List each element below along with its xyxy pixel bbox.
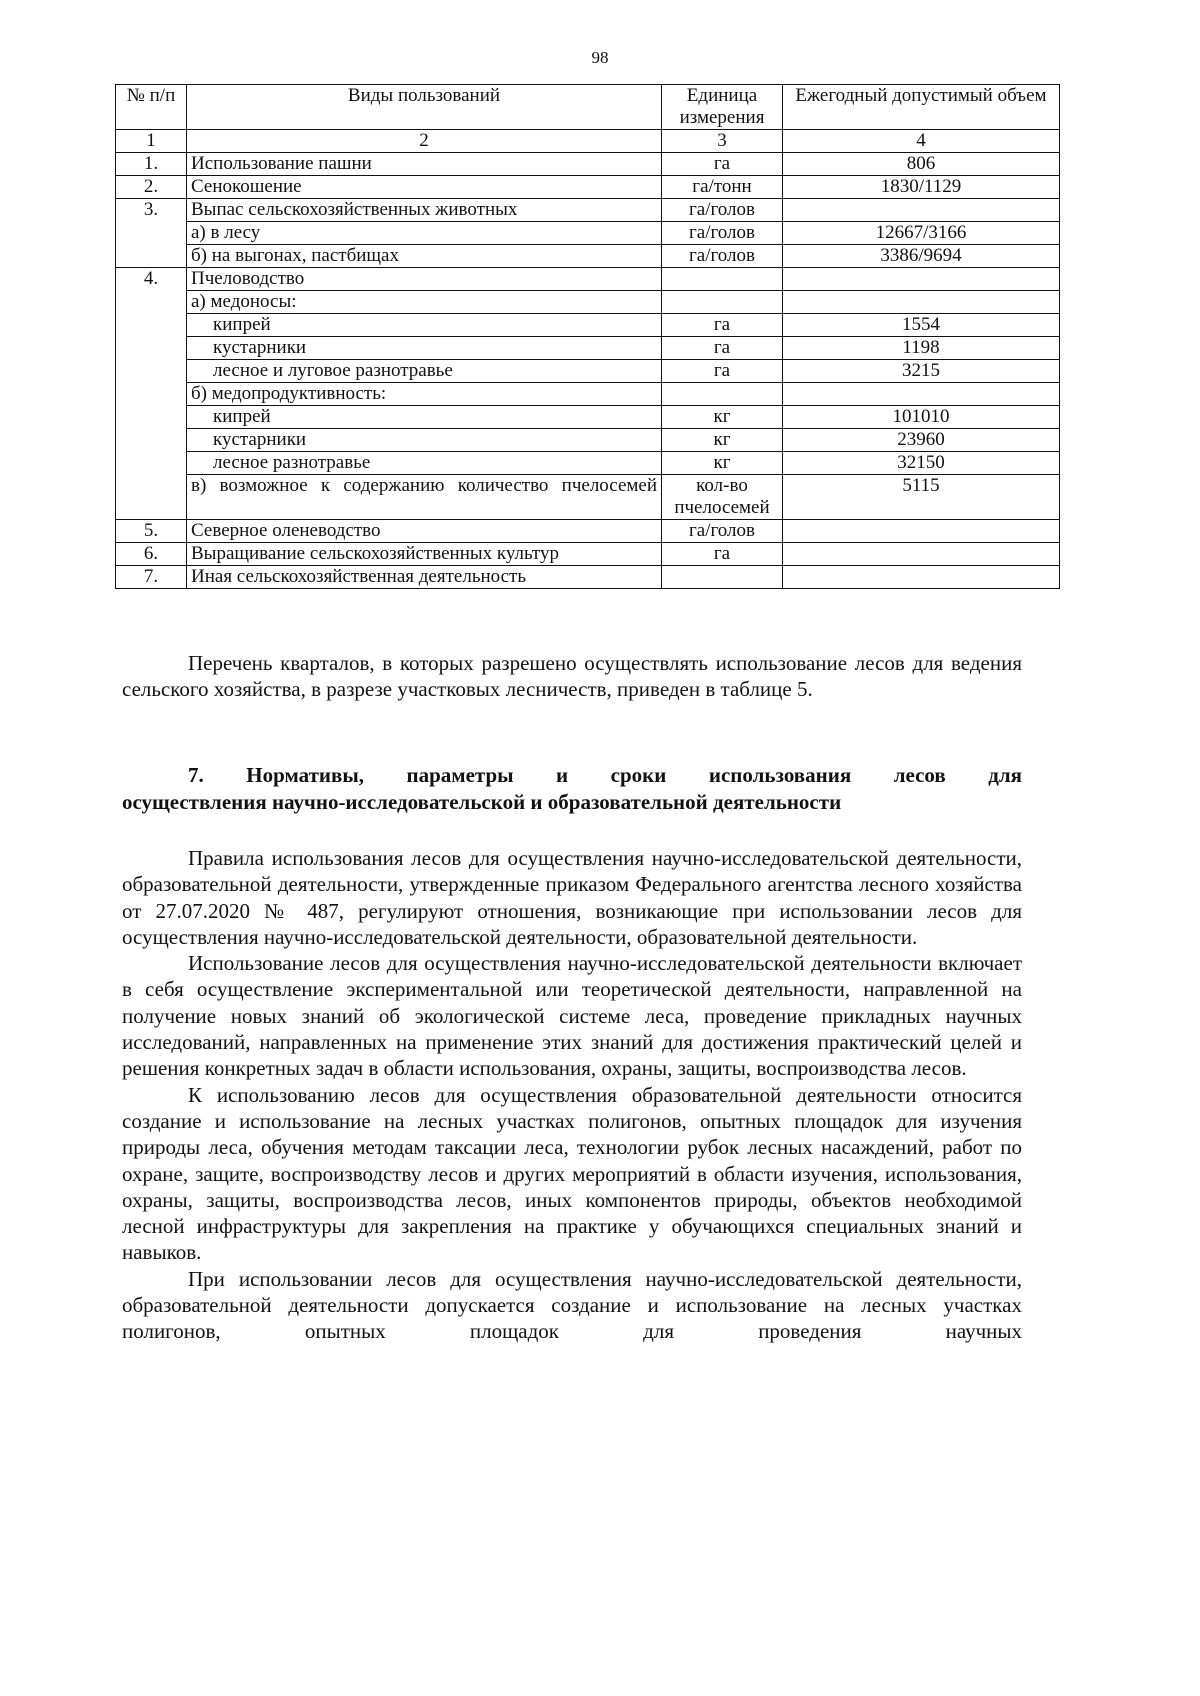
paragraph-text: Перечень кварталов, в которых разрешено осуществлять использование лесов для ведения сельского хозяйства, в разрезе участковых лесничеств, приведен в таблице 5. [122,651,1022,702]
annual-volume: 23960 [783,429,1060,452]
annual-volume [783,566,1060,589]
annual-volume [783,383,1060,406]
table-row [116,566,1060,589]
table-row [116,291,1060,314]
row-number: 3. [116,199,187,268]
use-type: а) в лесу [187,222,662,245]
header-use-type: Виды пользований [187,85,662,130]
unit: га/голов [662,222,783,245]
column-number: 4 [783,130,1060,153]
table-row [116,176,1060,199]
table-row [116,245,1060,268]
annual-volume [783,520,1060,543]
unit: кг [662,452,783,475]
table-row [116,452,1060,475]
table-header-row [116,85,1060,130]
table-row [116,222,1060,245]
unit: га/тонн [662,176,783,199]
annual-volume: 32150 [783,452,1060,475]
use-type: кустарники [187,337,662,360]
column-number-row [116,130,1060,153]
annual-volume: 806 [783,153,1060,176]
use-type: Выращивание сельскохозяйственных культур [187,543,662,566]
unit: га [662,543,783,566]
annual-volume [783,199,1060,222]
section-heading [122,762,1022,816]
annual-volume [783,543,1060,566]
section-body [122,845,1022,1345]
section-heading-line-2: осуществления научно-исследовательской и образовательной деятельности [122,790,842,814]
annual-volume: 3386/9694 [783,245,1060,268]
unit: га/голов [662,199,783,222]
use-type: б) медопродуктивность: [187,383,662,406]
paragraph: При использовании лесов для осуществления научно-исследовательской деятельности, образовательной деятельности допускается создание и использование на лесных участках полигонов, опытных площадок для проведения научных [122,1266,1022,1344]
annual-volume: 1554 [783,314,1060,337]
use-type: Выпас сельскохозяйственных животных [187,199,662,222]
unit: га [662,337,783,360]
row-number: 6. [116,543,187,566]
unit: га [662,153,783,176]
use-type: лесное разнотравье [187,452,662,475]
unit: га/голов [662,245,783,268]
unit [662,566,783,589]
annual-volume [783,268,1060,291]
use-type: а) медоносы: [187,291,662,314]
table-row [116,475,1060,520]
unit: га/голов [662,520,783,543]
annual-volume: 1198 [783,337,1060,360]
table-row [116,153,1060,176]
use-type: кустарники [187,429,662,452]
row-number: 4. [116,268,187,520]
annual-volume: 101010 [783,406,1060,429]
use-type: кипрей [187,314,662,337]
column-number: 3 [662,130,783,153]
header-unit: Единица измерения [662,85,783,130]
section-heading-line-1: 7. Нормативы, параметры и сроки использования лесов для [188,763,1022,787]
unit: га [662,360,783,383]
use-type: Использование пашни [187,153,662,176]
use-type: б) на выгонах, пастбищах [187,245,662,268]
annual-volume [783,291,1060,314]
unit [662,291,783,314]
paragraph: Использование лесов для осуществления научно-исследовательской деятельности включает в себя осуществление экспериментальной или теоретической деятельности, направленной на получение новых знаний об экологической системе леса, проведение прикладных научных исследований, направленных на применение этих знаний для достижения практический целей и решения конкретных задач в области использования, охраны, защиты, воспроизводства лесов. [122,951,1022,1081]
table-row [116,268,1060,291]
table-row [116,520,1060,543]
column-number: 2 [187,130,662,153]
header-annual-volume: Ежегодный допустимый объем [783,85,1060,130]
column-number: 1 [116,130,187,153]
row-number: 1. [116,153,187,176]
unit [662,383,783,406]
table-row [116,543,1060,566]
unit [662,268,783,291]
paragraph: К использованию лесов для осуществления образовательной деятельности относится создание и использование на лесных участках полигонов, опытных площадок для изучения природы леса, обучения методам таксации леса, технологии рубок лесных насаждений, работ по охране, защите, воспроизводству лесов и других мероприятий в области изучения, использования, охраны, защиты, воспроизводства лесов, иных компонентов природы, объектов необходимой лесной инфраструктуры для закрепления на практике у обучающихся специальных знаний и навыков. [122,1082,1022,1265]
annual-volume: 12667/3166 [783,222,1060,245]
use-type: лесное и луговое разнотравье [187,360,662,383]
table-row [116,199,1060,222]
header-number: № п/п [116,85,187,130]
annual-volume: 1830/1129 [783,176,1060,199]
use-type: Пчеловодство [187,268,662,291]
unit: кг [662,429,783,452]
table-row [116,337,1060,360]
intro-paragraph [122,650,1022,703]
use-type: кипрей [187,406,662,429]
table-row [116,360,1060,383]
page-number: 98 [591,48,609,67]
use-type: Сенокошение [187,176,662,199]
unit: га [662,314,783,337]
table-row [116,406,1060,429]
unit: кг [662,406,783,429]
annual-volume: 5115 [783,475,1060,520]
table-row [116,314,1060,337]
use-type: в) возможное к содержанию количество пчелосемей [187,475,662,520]
use-type: Северное оленеводство [187,520,662,543]
paragraph: Правила использования лесов для осуществления научно-исследовательской деятельности, образовательной деятельности, утвержденные приказом Федерального агентства лесного хозяйства от 27.07.2020 № 487, регулируют отношения, возникающие при использовании лесов для осуществления научно-исследовательской деятельности, образовательной деятельности. [122,846,1022,949]
table-row [116,383,1060,406]
unit: кол-во пчелосемей [662,475,783,520]
use-type: Иная сельскохозяйственная деятельность [187,566,662,589]
row-number: 5. [116,520,187,543]
row-number: 2. [116,176,187,199]
row-number: 7. [116,566,187,589]
table-row [116,429,1060,452]
annual-volume: 3215 [783,360,1060,383]
agricultural-use-table [115,84,1060,589]
